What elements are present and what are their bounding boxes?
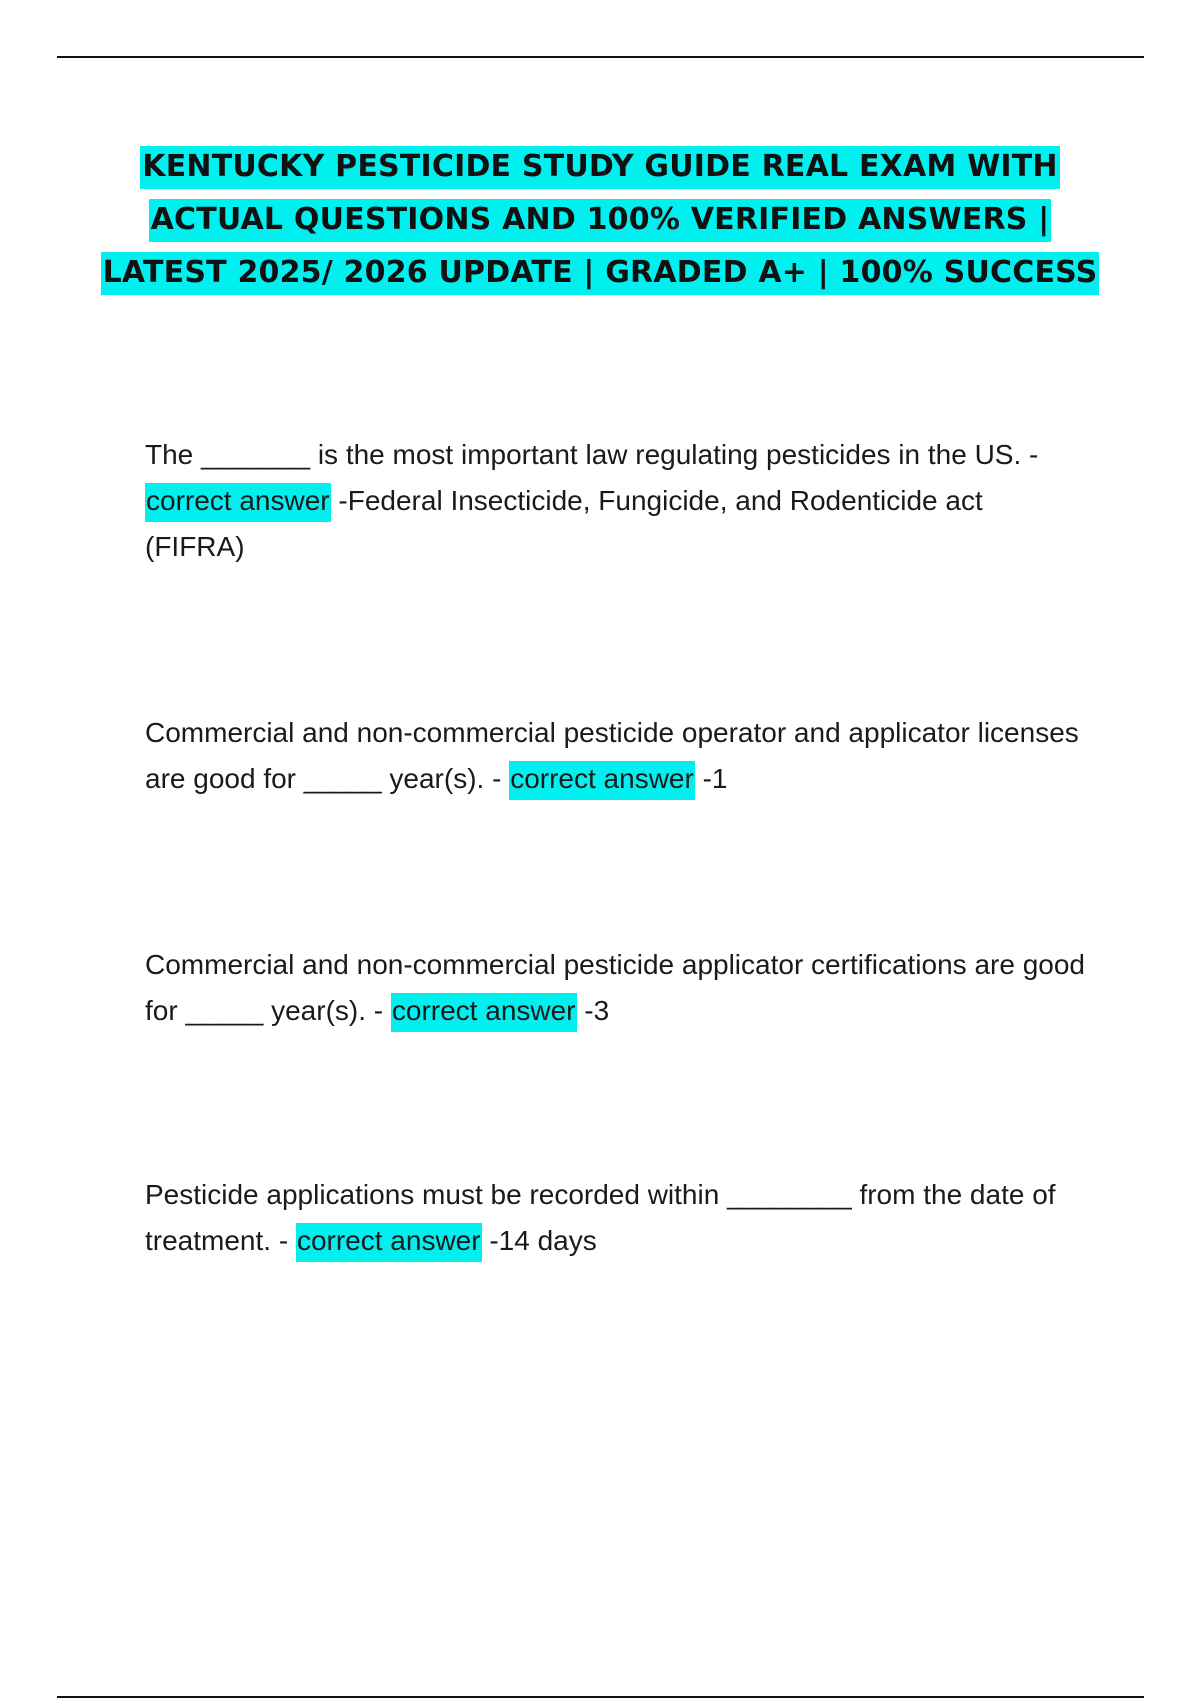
answer-text: -Federal Insecticide, Fungicide, and Rodenticide act (FIFRA) [145,485,983,562]
question-text: Commercial and non-commercial pesticide operator and applicator licenses are good for _____ year(s). - [145,717,1079,794]
correct-answer-marker: correct answer [509,761,695,800]
qa-item-1 [145,432,1085,570]
correct-answer-marker: correct answer [145,483,331,522]
answer-text: -3 [584,995,610,1026]
question-text: Commercial and non-commercial pesticide applicator certifications are good for _____ year(s). - [145,949,1085,1026]
top-rule [57,56,1144,58]
document-title [100,140,1100,299]
correct-answer-marker: correct answer [296,1223,482,1262]
answer-text: -1 [702,763,728,794]
bottom-rule [57,1696,1144,1698]
answer-text: -14 days [489,1225,597,1256]
qa-item-4 [145,1172,1085,1264]
document-title-text: KENTUCKY PESTICIDE STUDY GUIDE REAL EXAM WITH ACTUAL QUESTIONS AND 100% VERIFIED ANSWERS | LATEST 2025/ 2026 UPDATE | GRADED A+ | 100% SUCCESS [101,146,1100,295]
qa-item-2 [145,710,1085,802]
qa-item-3 [145,942,1085,1034]
correct-answer-marker: correct answer [391,993,577,1032]
question-text: The _______ is the most important law regulating pesticides in the US. - [145,439,1039,470]
question-text: Pesticide applications must be recorded within ________ from the date of treatment. - [145,1179,1056,1256]
